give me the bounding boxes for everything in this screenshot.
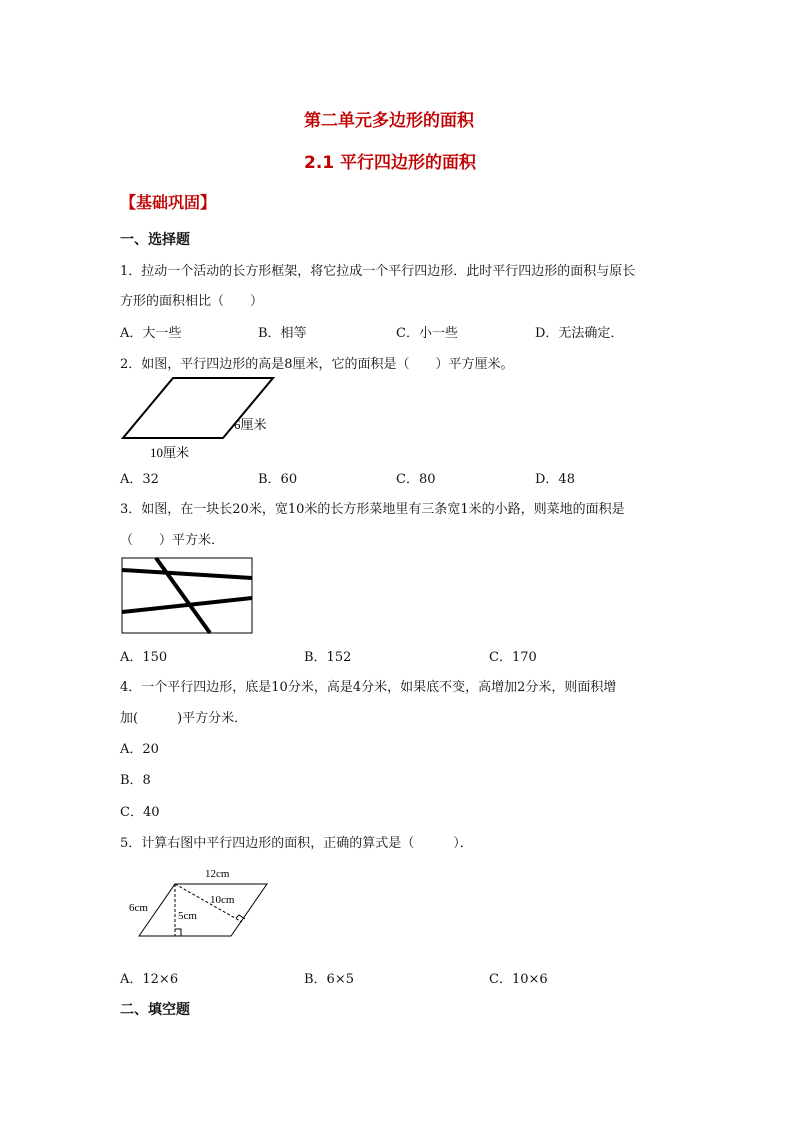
path-upper [122, 570, 252, 578]
question-5-line1: 5．计算右图中平行四边形的面积，正确的算式是（ ）． [120, 836, 473, 851]
question-1-option-c: C．小一些 [396, 326, 458, 341]
diag-label: 10cm [210, 894, 235, 906]
top-label: 12cm [205, 868, 230, 880]
question-3-line2: （ ）平方米． [120, 533, 225, 548]
question-1-option-d: D．无法确定． [535, 326, 624, 341]
question-1-line1: 1．拉动一个活动的长方形框架，将它拉成一个平行四边形．此时平行四边形的面积与原长 [120, 264, 636, 279]
question-3-option-a: A．150 [120, 650, 168, 665]
part1-heading: 一、选择题 [120, 232, 190, 248]
question-2-option-a: A．32 [120, 472, 159, 487]
height-label: 5cm [178, 910, 197, 922]
question-3-line1: 3．如图，在一块长20米，宽10米的长方形菜地里有三条宽1米的小路，则菜地的面积是 [120, 502, 625, 517]
question-3-option-c: C．170 [489, 650, 537, 665]
part2-heading: 二、填空题 [120, 1002, 190, 1018]
section-label: 【基础巩固】 [120, 193, 217, 212]
page-subtitle: 2.1 平行四边形的面积 [304, 153, 477, 173]
left-label: 6cm [129, 902, 148, 914]
question-4-line2: 加( )平方分米． [120, 711, 248, 726]
question-1-option-b: B．相等 [258, 326, 307, 341]
question-1-option-a: A．大一些 [120, 326, 182, 341]
question-1-line2: 方形的面积相比（ ） [120, 294, 264, 309]
question-2-parallelogram-figure [115, 370, 285, 465]
question-4-option-c: C．40 [120, 805, 160, 820]
question-3-option-b: B．152 [304, 650, 352, 665]
question-2-option-d: D．48 [535, 472, 575, 487]
question-2-option-c: C．80 [396, 472, 436, 487]
question-2-option-b: B．60 [258, 472, 298, 487]
question-5-option-b: B．6×5 [304, 972, 354, 987]
parallelogram-shape [139, 884, 267, 936]
question-4-line1: 4．一个平行四边形，底是10分米，高是4分米，如果底不变，高增加2分米，则面积增 [120, 680, 617, 695]
question-4-option-a: A．20 [120, 742, 159, 757]
question-5-option-a: A．12×6 [120, 972, 179, 987]
question-5-option-c: C．10×6 [489, 972, 548, 987]
base-label: 10厘米 [150, 445, 190, 460]
question-3-field-figure [120, 556, 256, 636]
question-5-parallelogram-figure [125, 862, 275, 944]
page-title: 第二单元多边形的面积 [304, 111, 474, 131]
right-angle-mark-bottom [175, 929, 181, 936]
path-diagonal [156, 558, 210, 633]
question-2-line1: 2．如图，平行四边形的高是8厘米，它的面积是（ ）平方厘米。 [120, 357, 514, 372]
question-4-option-b: B．8 [120, 773, 151, 788]
side-label: 6厘米 [234, 417, 267, 432]
